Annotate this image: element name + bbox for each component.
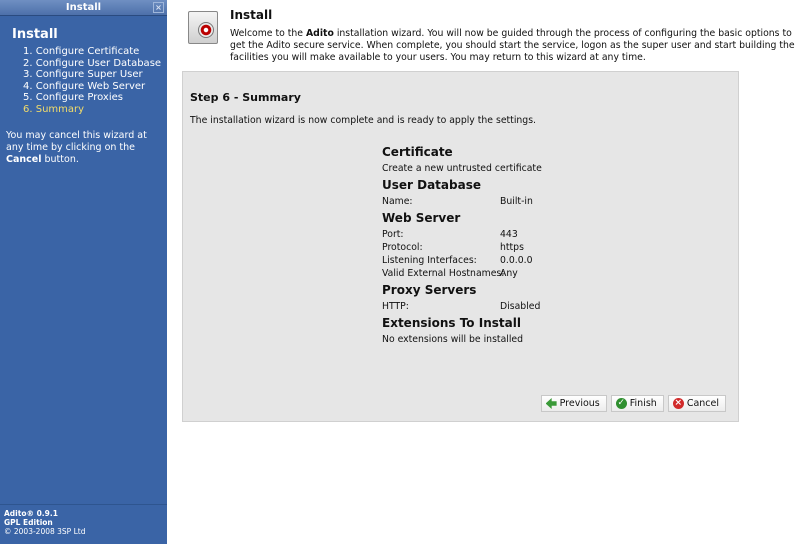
- row-value: Built-in: [500, 196, 533, 207]
- summary-row: [382, 228, 582, 241]
- intro-text-end: installation wizard. You will now be guided through the process of configuring the basic options to get the Adito secure service. When complete, you should start the service, logon as the super user and start building the facilities you will make available to your users. You may return to this wizard at any time.: [230, 28, 795, 63]
- step-item: 2. Configure User Database: [23, 57, 162, 69]
- extensions-section: [382, 314, 582, 346]
- wizard-steps: [0, 46, 167, 115]
- step-item: 5. Configure Proxies: [23, 92, 123, 103]
- install-disc-icon: [188, 11, 218, 44]
- user-database-section: [382, 176, 582, 208]
- sidebar: [0, 0, 167, 544]
- sidebar-header: [0, 0, 167, 16]
- step-item-active: 6. Summary: [23, 103, 85, 115]
- row-label: Protocol:: [382, 242, 423, 253]
- row-value: 0.0.0.0: [500, 255, 533, 266]
- sidebar-title: Install: [12, 27, 58, 42]
- row-label: HTTP:: [382, 301, 409, 312]
- certificate-text: Create a new untrusted certificate: [382, 163, 542, 174]
- check-icon: ✓: [617, 398, 626, 408]
- web-server-section: [382, 209, 582, 280]
- sidebar-header-title: Install: [65, 2, 102, 13]
- arrow-left-icon: [546, 398, 557, 409]
- section-heading: Certificate: [382, 145, 453, 159]
- intro-text: [230, 28, 798, 64]
- cancel-note-bold: Cancel: [6, 154, 42, 165]
- step-item: 1. Configure Certificate: [23, 46, 140, 57]
- step-title: Step 6 - Summary: [190, 91, 301, 104]
- row-value: Disabled: [500, 301, 541, 312]
- summary-list: [382, 143, 582, 347]
- section-heading: Extensions To Install: [382, 316, 521, 330]
- step-description: The installation wizard is now complete and is ready to apply the settings.: [190, 115, 537, 126]
- previous-button-label: Previous: [559, 398, 600, 409]
- row-label: Name:: [382, 196, 413, 207]
- page-title: Install: [230, 8, 273, 22]
- cancel-note-text-end: button.: [41, 154, 79, 165]
- product-version: Adito® 0.9.1: [4, 509, 58, 518]
- summary-row: [382, 267, 582, 280]
- cancel-icon: ×: [674, 398, 683, 408]
- cancel-button-label: Cancel: [686, 398, 719, 409]
- row-label: Port:: [382, 229, 404, 240]
- intro-text-start: Welcome to the: [230, 28, 306, 39]
- wizard-buttons: [541, 395, 726, 412]
- cancel-note-text: You may cancel this wizard at any time by clicking on the: [6, 130, 147, 153]
- summary-row: [382, 241, 582, 254]
- main-content: [167, 0, 800, 544]
- product-edition: GPL Edition: [4, 518, 53, 527]
- summary-row: [382, 195, 582, 208]
- row-label: Listening Interfaces:: [382, 255, 477, 266]
- row-value: https: [500, 242, 524, 253]
- section-heading: Proxy Servers: [382, 283, 477, 297]
- certificate-section: [382, 143, 582, 175]
- sidebar-footer: [0, 504, 167, 544]
- step-item: 3. Configure Super User: [23, 69, 143, 80]
- row-label: Valid External Hostnames:: [382, 268, 505, 279]
- finish-button-label: Finish: [629, 398, 657, 409]
- summary-row: [382, 300, 582, 313]
- intro-product-name: Adito: [305, 28, 334, 39]
- step-item: 4. Configure Web Server: [23, 80, 146, 92]
- row-value: 443: [500, 229, 518, 240]
- summary-row: [382, 254, 582, 267]
- finish-button[interactable]: [611, 395, 664, 412]
- proxy-servers-section: [382, 281, 582, 313]
- summary-panel: [182, 71, 739, 422]
- collapse-icon[interactable]: ×: [153, 2, 164, 13]
- section-heading: Web Server: [382, 211, 461, 225]
- cancel-button[interactable]: [668, 395, 726, 412]
- cancel-note: [6, 130, 161, 166]
- row-value: Any: [500, 268, 518, 279]
- extensions-text: No extensions will be installed: [382, 334, 524, 345]
- previous-button[interactable]: [541, 395, 607, 412]
- section-heading: User Database: [382, 178, 481, 192]
- copyright: © 2003-2008 3SP Ltd: [4, 527, 86, 536]
